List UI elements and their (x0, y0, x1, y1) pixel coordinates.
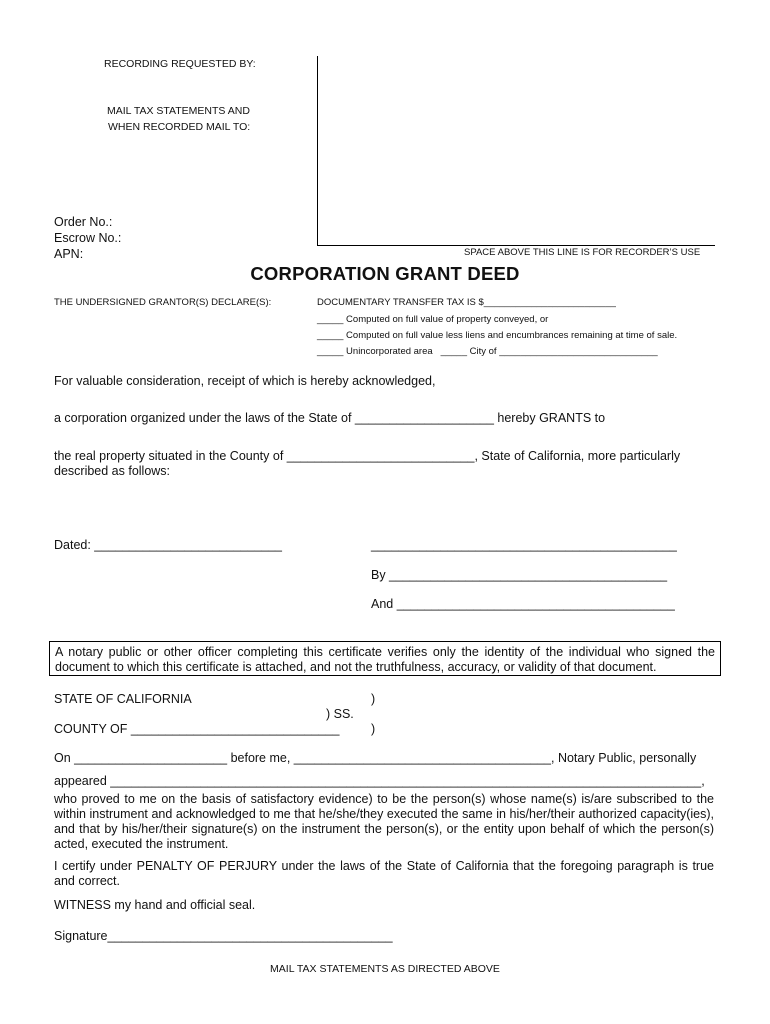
notary-notice-box: A notary public or other officer completing this certificate verifies only the identity of the individual who signed the document to which this certificate is attached, and not the truthfulness, accuracy, or validity of that document. (49, 641, 721, 676)
grantor-declare-label: THE UNDERSIGNED GRANTOR(S) DECLARE(S): (54, 297, 272, 308)
recorder-use-note: SPACE ABOVE THIS LINE IS FOR RECORDER’S USE (464, 247, 701, 258)
dated-field[interactable]: Dated: ___________________________ (54, 538, 283, 552)
state-label: STATE OF CALIFORNIA (54, 692, 192, 706)
on-date-line[interactable]: On ______________________ before me, _____________________________________, Notary Public, personally (54, 751, 697, 765)
proved-paragraph: who proved to me on the basis of satisfactory evidence) to be the person(s) whose name(s) is/are subscribed to the within instrument and acknowledged to me that he/she/they executed the same in his/her/their authorized capacity(ies), and that by his/her/their signature(s) on the instrument the person(s), or the entity upon behalf of which the person(s) acted, executed the instrument. (54, 792, 714, 851)
recording-requested-label: RECORDING REQUESTED BY: (104, 58, 256, 70)
escrow-no-label: Escrow No.: (54, 231, 122, 245)
property-description-label: described as follows: (54, 464, 171, 478)
mail-tax-label-2: WHEN RECORDED MAIL TO: (108, 121, 251, 133)
certify-paragraph: I certify under PENALTY OF PERJURY under the laws of the State of California that the foregoing paragraph is true and correct. (54, 859, 714, 888)
state-paren: ) (371, 692, 376, 706)
footer-note: MAIL TAX STATEMENTS AS DIRECTED ABOVE (270, 963, 500, 975)
notary-signature-line[interactable]: Signature_________________________________________ (54, 929, 393, 943)
witness-text: WITNESS my hand and official seal. (54, 898, 256, 912)
county-field[interactable]: COUNTY OF ______________________________ (54, 722, 340, 736)
tax-option-less-liens[interactable]: _____ Computed on full value less liens and encumbrances remaining at time of sale. (317, 330, 678, 341)
grantor-signature-line[interactable]: ____________________________________________ (371, 538, 677, 552)
recorder-vertical-divider (317, 56, 318, 246)
tax-option-full-value[interactable]: _____ Computed on full value of property conveyed, or (317, 314, 549, 325)
and-signature-line[interactable]: And ________________________________________ (371, 597, 675, 611)
by-signature-line[interactable]: By ________________________________________ (371, 568, 668, 582)
property-county-line[interactable]: the real property situated in the County of ___________________________, State of California, more particularly (54, 449, 681, 463)
transfer-tax-field[interactable]: DOCUMENTARY TRANSFER TAX IS $_________________________ (317, 297, 616, 308)
order-no-label: Order No.: (54, 215, 113, 229)
county-paren: ) (371, 722, 376, 736)
ss-label: ) SS. (326, 707, 354, 721)
consideration-text: For valuable consideration, receipt of which is hereby acknowledged, (54, 374, 436, 388)
document-title: CORPORATION GRANT DEED (250, 263, 520, 284)
apn-label: APN: (54, 247, 84, 261)
tax-option-area[interactable]: _____ Unincorporated area _____ City of ______________________________ (317, 346, 658, 357)
appeared-line[interactable]: appeared _____________________________________________________________________________________, (54, 774, 705, 788)
corporation-state-line[interactable]: a corporation organized under the laws of the State of ____________________ hereby GRANTS to (54, 411, 606, 425)
mail-tax-label-1: MAIL TAX STATEMENTS AND (107, 105, 250, 117)
recorder-horizontal-divider (317, 245, 715, 246)
